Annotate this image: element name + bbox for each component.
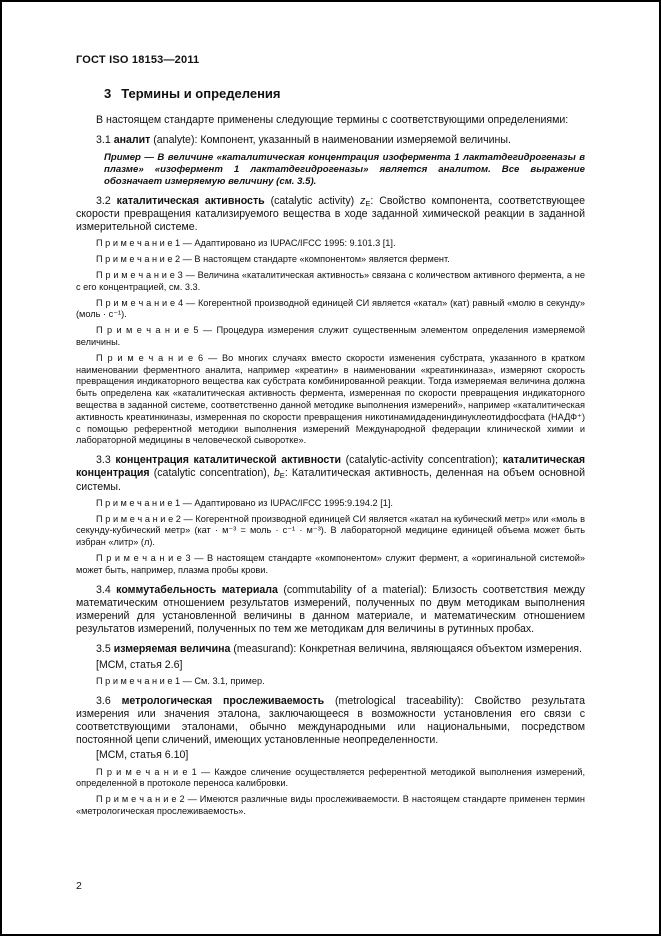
term-definition: : Свойство компонента, соответствующее скорости превращения катализируемого вещества в ходе заданной химической реакции в заданной измерительной системе. bbox=[76, 194, 585, 234]
note-paragraph: П р и м е ч а н и е 2 — Имеются различные виды прослеживаемости. В настоящем стандарте применен термин «метрологическая прослеживаемость». bbox=[76, 794, 585, 816]
term-number: 3.4 bbox=[96, 583, 111, 596]
term-definition: (commutability of a material): Близость соответствия между математическим отношением результатов измерений, полученных по двум методикам выполнения измерений для установленной величины в данном материале, и математическим отношением результатов измерений, полученных по тем же методикам для величины в рутинных пробах. bbox=[76, 583, 585, 636]
note-paragraph: П р и м е ч а н и е 1 — См. 3.1, пример. bbox=[96, 675, 265, 686]
note-paragraph: П р и м е ч а н и е 6 — Во многих случаях вместо скорости изменения субстрата, указанного в кратком наименовании ферментного аналита, например «креатин» в наименовании «креатинкиназа», измеряют скорость превращения индикаторного вещества как субстрата комбинированной реакции. Тогда измеряемая величина должна быть определена как «каталитическая активность фермента, измеренная по скорости превращения индикаторного вещества в заданной системе, соответственно данной методике выполнения измерений», например «каталитическая активность креатинкиназы, измеренная по скорости превращения никотинамидадениндинуклеотидфосфата (НАДФ⁺) с помощью референтной методики выполнения измерений Международной федерации клинической химии и лабораторной медицины в человеческой сыворотке». bbox=[76, 352, 585, 446]
note-paragraph: П р и м е ч а н и е 3 — В настоящем стандарте «компонентом» служит фермент, а «оригинальной системой» может быть, например, плазма пробы крови. bbox=[76, 552, 585, 575]
term-3-6 bbox=[76, 695, 585, 748]
section-title-text: Термины и определения bbox=[121, 86, 281, 101]
term-3-4 bbox=[76, 584, 585, 637]
term-name: каталитическая активность bbox=[116, 194, 265, 207]
term-number: 3.1 bbox=[96, 134, 111, 147]
section-title bbox=[104, 86, 585, 101]
term-definition: : Каталитическая активность, деленная на объем основной системы. bbox=[76, 467, 585, 493]
intro-paragraph: В настоящем стандарте применены следующие термины с соответствующими определениями: bbox=[96, 114, 569, 126]
page-number: 2 bbox=[76, 880, 82, 892]
term-symbol: b bbox=[273, 467, 280, 480]
term-symbol-subscript: E bbox=[279, 471, 285, 481]
term-english-alt: (catalytic concentration), bbox=[153, 467, 270, 480]
note-paragraph: П р и м е ч а н и е 5 — Процедура измерения служит существенным элементом определения измеряемой величины. bbox=[76, 325, 585, 347]
term-number: 3.6 bbox=[96, 694, 111, 707]
term-definition: (metrological traceability): Свойство результата измерения или значения эталона, заключающееся в возможности установления его связи с соответствующими эталонами, обычно международными или национальными, посредством постоянной цепи сличений, имеющих установленные неопределенности. bbox=[76, 694, 585, 747]
term-3-1 bbox=[76, 134, 585, 147]
term-english: (catalytic activity) bbox=[270, 194, 355, 207]
term-3-2 bbox=[76, 195, 585, 235]
term-symbol: z bbox=[360, 194, 366, 207]
note-paragraph: П р и м е ч а н и е 1 — Каждое сличение осуществляется референтной методикой выполнения измерений, определенной в протоколе переноса калибровки. bbox=[76, 766, 585, 789]
citation-reference: [МСМ, статья 2.6] bbox=[96, 658, 183, 671]
doc-header: ГОСТ ISO 18153—2011 bbox=[76, 54, 200, 66]
note-paragraph: П р и м е ч а н и е 2 — В настоящем стандарте «компонентом» является фермент. bbox=[96, 254, 450, 265]
term-name: измеряемая величина bbox=[113, 643, 231, 656]
term-definition: (analyte): Компонент, указанный в наименовании измеряемой величины. bbox=[153, 134, 511, 147]
note-paragraph: П р и м е ч а н и е 1 — Адаптировано из IUPAC/IFCC 1995: 9.101.3 [1]. bbox=[96, 238, 396, 249]
term-3-3 bbox=[76, 454, 585, 494]
term-name: коммутабельность материала bbox=[116, 583, 278, 596]
term-english: (catalytic-activity concentration); bbox=[345, 454, 499, 467]
term-name: аналит bbox=[113, 134, 151, 147]
note-paragraph: П р и м е ч а н и е 2 — Когерентной производной единицей СИ является «катал на кубический метр» или «моль в секунду-кубический метр» (кат · м⁻³ = моль · с⁻¹ · м⁻³). В лабораторной медицине единицей объема может быть избран «литр» (л). bbox=[76, 513, 585, 548]
term-name: концентрация каталитической активности bbox=[115, 454, 342, 467]
term-definition: (measurand): Конкретная величина, являющаяся объектом измерения. bbox=[233, 643, 582, 656]
note-paragraph: П р и м е ч а н и е 4 — Когерентной производной единицей СИ является «катал» (кат) равный «молю в секунду» (моль · с⁻¹). bbox=[76, 297, 585, 320]
term-name-alt: каталитическая концентрация bbox=[76, 454, 586, 480]
section-number: 3 bbox=[104, 86, 112, 101]
note-paragraph: П р и м е ч а н и е 3 — Величина «каталитическая активность» связана с количеством активного фермента, а не с его концентрацией, см. 3.3. bbox=[76, 270, 585, 292]
term-3-5 bbox=[76, 643, 585, 656]
citation-reference: [МСМ, статья 6.10] bbox=[96, 749, 189, 762]
note-paragraph: П р и м е ч а н и е 1 — Адаптировано из IUPAC/IFCC 1995:9.194.2 [1]. bbox=[96, 497, 393, 508]
example-paragraph: Пример — В величине «каталитическая концентрация изофермента 1 лактатдегидрогеназы в плазме» «изофермент 1 лактатдегидрогеназы» является аналитом. Все выражение обозначает измеряемую величину (см. 3.5). bbox=[104, 152, 585, 187]
term-number: 3.3 bbox=[96, 454, 111, 467]
term-number: 3.5 bbox=[96, 643, 111, 656]
term-symbol-subscript: E bbox=[365, 198, 371, 208]
term-name: метрологическая прослеживаемость bbox=[121, 694, 325, 707]
term-number: 3.2 bbox=[96, 194, 111, 207]
